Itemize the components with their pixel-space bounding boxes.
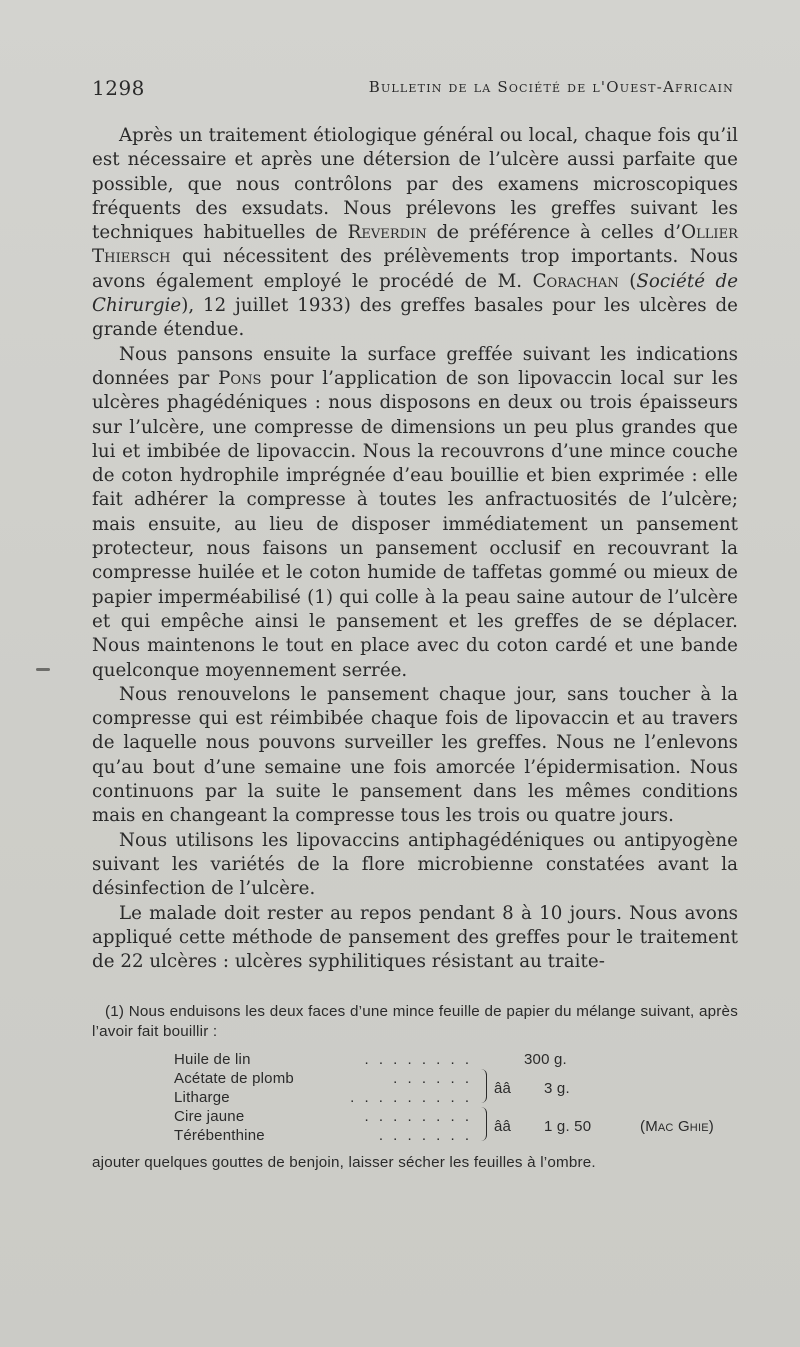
- recipe-table: [174, 1050, 738, 1145]
- ingredient-quantity: 3 g.: [544, 1080, 570, 1098]
- footnote: [92, 1002, 738, 1173]
- text-run: pour l’application de son lipovaccin local sur les ulcères phagédéniques : nous disposons en deux ou trois épaisseurs sur l’ulcère, une compresse de dimensions un peu plus grandes que lui et imbibée de lipovaccin. Nous la recouvrons d’une mince couche de coton hydrophile imprégnée d’eau bouillie et bien exprimée : elle fait adhérer la compresse à toutes les anfractuosités de l’ulcère; mais ensuite, au lieu de disposer immédiatement un pansement protecteur, nous faisons un pansement occlusif en recouvrant la compresse huilée et le coton humide de taffetas gommé ou mieux de papier imperméabilisé (1) qui colle à la peau saine autour de l’ulcère et qui empêche ainsi le pansement et les greffes de se déplacer. Nous maintenons le tout en place avec du coton cardé et une bande quelconque moyennement serrée.: [92, 367, 738, 681]
- author-name: Corachan: [532, 270, 619, 292]
- leader-dots: . . . . . . . .: [364, 1108, 472, 1126]
- text-run: (: [618, 270, 637, 292]
- ingredient-name: Térébenthine: [174, 1127, 265, 1145]
- paragraph: [92, 683, 738, 829]
- print-speck: [36, 668, 50, 671]
- paragraph: [92, 829, 738, 902]
- paragraph: [92, 902, 738, 975]
- grouping-brace: [480, 1069, 487, 1103]
- grouping-brace: [480, 1107, 487, 1141]
- text-run: Nous utilisons les lipovaccins antiphagédéniques ou antipyogène suivant les variétés de la flore microbienne constatées avant la désinfection de l’ulcère.: [92, 829, 738, 900]
- ingredient-name: Cire jaune: [174, 1108, 245, 1126]
- author-name: Reverdin: [347, 222, 427, 244]
- recipe-reference: (Mac Ghie): [640, 1118, 714, 1136]
- text-run: ), 12 juillet 1933) des greffes basales pour les ulcères de grande étendue.: [92, 295, 738, 341]
- recipe-row: [174, 1050, 738, 1069]
- ingredient-name: Acétate de plomb: [174, 1070, 294, 1088]
- recipe-group: [174, 1069, 738, 1107]
- citation-source: Société de Chirurgie: [92, 270, 739, 317]
- paragraph: [92, 343, 738, 683]
- body-text: [92, 124, 738, 974]
- text-run: Nous pansons ensuite la surface greffée suivant les indications données par: [92, 343, 738, 389]
- leader-dots: . . . . . . . .: [364, 1051, 472, 1069]
- equal-parts-mark: ââ: [494, 1080, 512, 1098]
- leader-dots: . . . . . .: [393, 1070, 472, 1088]
- leader-dots: . . . . . . .: [378, 1127, 472, 1145]
- ingredient-name: Litharge: [174, 1089, 230, 1107]
- author-name: Pons: [218, 367, 262, 389]
- paragraph: [92, 124, 738, 343]
- ingredient-quantity: 300 g.: [524, 1051, 567, 1069]
- text-run: Le malade doit rester au repos pendant 8 à 10 jours. Nous avons appliqué cette méthode de pansement des greffes pour le traitement de 22 ulcères : ulcères syphilitiques résistant au traite-: [92, 902, 738, 973]
- leader-dots: . . . . . . . . .: [350, 1089, 472, 1107]
- page-number: 1298: [92, 76, 145, 100]
- author-name: Ollier Thiersch: [92, 222, 738, 268]
- running-title: Bulletin de la Société de l'Ouest-Africain: [368, 78, 734, 96]
- page-header: [92, 76, 738, 106]
- text-run: Après un traitement étiologique général ou local, chaque fois qu’il est nécessaire et après une détersion de l’ulcère aussi parfaite que possible, que nous contrôlons par des examens microscopiques fréquents des exsudats. Nous prélevons les greffes suivant les techniques habituelles de: [92, 125, 738, 244]
- text-run: Nous renouvelons le pansement chaque jour, sans toucher à la compresse qui est réimbibée chaque fois de lipovaccin et au travers de laquelle nous pouvons surveiller les greffes. Nous ne l’enlevons qu’au bout d’une semaine une fois amorcée l’épidermisation. Nous continuons par la suite le pansement dans les mêmes conditions mais en changeant la compresse tous les trois ou quatre jours.: [92, 683, 738, 827]
- text-run: qui nécessitent des prélèvements trop importants. Nous avons également employé le procédé de M.: [92, 246, 738, 292]
- recipe-group: [174, 1107, 738, 1145]
- footnote-intro: (1) Nous enduisons les deux faces d’une mince feuille de papier du mélange suivant, après l’avoir fait bouillir :: [92, 1003, 738, 1041]
- text-run: de préférence à celles d’: [426, 222, 682, 244]
- equal-parts-mark: ââ: [494, 1118, 512, 1136]
- ingredient-quantity: 1 g. 50: [544, 1118, 592, 1136]
- footnote-closing: ajouter quelques gouttes de benjoin, laisser sécher les feuilles à l’ombre.: [92, 1154, 596, 1172]
- recipe-row: [174, 1069, 738, 1088]
- recipe-row: [174, 1088, 738, 1107]
- ingredient-name: Huile de lin: [174, 1051, 251, 1069]
